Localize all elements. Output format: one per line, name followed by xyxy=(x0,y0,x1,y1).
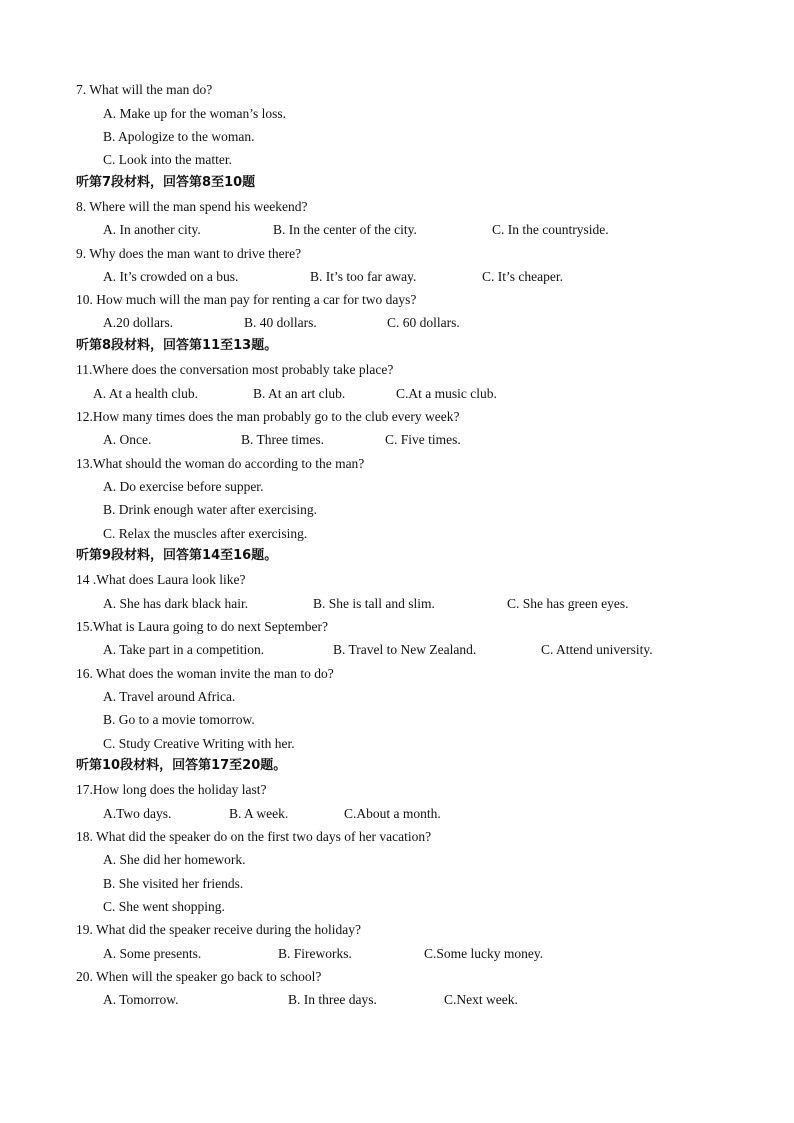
option-17a: A.Two days. xyxy=(103,806,172,821)
option-19c: C.Some lucky money. xyxy=(424,946,544,961)
option-20b: B. In three days. xyxy=(288,992,377,1007)
option-12a: A. Once. xyxy=(103,432,152,447)
option-8b: B. In the center of the city. xyxy=(273,222,417,237)
option-9a: A. It’s crowded on a bus. xyxy=(103,269,239,284)
option-15c: C. Attend university. xyxy=(541,642,653,657)
option-11a: A. At a health club. xyxy=(93,386,198,401)
option-11b: B. At an art club. xyxy=(253,386,346,401)
question-17: 17.How long does the holiday last? xyxy=(76,782,267,797)
option-15b: B. Travel to New Zealand. xyxy=(333,642,477,657)
option-17b: B. A week. xyxy=(229,806,289,821)
question-12: 12.How many times does the man probably go to the club every week? xyxy=(76,409,460,424)
section-heading-10: 听第10段材料，回答第17至20题。 xyxy=(76,758,287,773)
option-18a: A. She did her homework. xyxy=(103,852,246,867)
option-13c: C. Relax the muscles after exercising. xyxy=(103,526,308,541)
option-18b: B. She visited her friends. xyxy=(103,876,244,891)
option-11c: C.At a music club. xyxy=(396,386,497,401)
question-11: 11.Where does the conversation most probably take place? xyxy=(76,362,394,377)
question-16: 16. What does the woman invite the man to do? xyxy=(76,666,334,681)
question-19: 19. What did the speaker receive during the holiday? xyxy=(76,922,362,937)
question-7: 7. What will the man do? xyxy=(76,82,213,97)
question-8: 8. Where will the man spend his weekend? xyxy=(76,199,308,214)
option-15a: A. Take part in a competition. xyxy=(103,642,265,657)
question-20: 20. When will the speaker go back to school? xyxy=(76,969,322,984)
option-19b: B. Fireworks. xyxy=(278,946,352,961)
question-10: 10. How much will the man pay for renting a car for two days? xyxy=(76,292,417,307)
question-14: 14 .What does Laura look like? xyxy=(76,572,246,587)
option-14c: C. She has green eyes. xyxy=(507,596,629,611)
option-7c: C. Look into the matter. xyxy=(103,152,232,167)
option-13a: A. Do exercise before supper. xyxy=(103,479,264,494)
question-18: 18. What did the speaker do on the first two days of her vacation? xyxy=(76,829,432,844)
option-20c: C.Next week. xyxy=(444,992,518,1007)
option-20a: A. Tomorrow. xyxy=(103,992,179,1007)
option-12b: B. Three times. xyxy=(241,432,324,447)
option-18c: C. She went shopping. xyxy=(103,899,225,914)
option-7b: B. Apologize to the woman. xyxy=(103,129,255,144)
option-14b: B. She is tall and slim. xyxy=(313,596,435,611)
option-9b: B. It’s too far away. xyxy=(310,269,417,284)
option-8a: A. In another city. xyxy=(103,222,201,237)
option-13b: B. Drink enough water after exercising. xyxy=(103,502,318,517)
question-9: 9. Why does the man want to drive there? xyxy=(76,246,302,261)
option-16c: C. Study Creative Writing with her. xyxy=(103,736,295,751)
option-7a: A. Make up for the woman’s loss. xyxy=(103,106,286,121)
option-14a: A. She has dark black hair. xyxy=(103,596,249,611)
section-heading-8: 听第8段材料，回答第11至13题。 xyxy=(76,338,278,353)
option-9c: C. It’s cheaper. xyxy=(482,269,563,284)
option-12c: C. Five times. xyxy=(385,432,461,447)
option-17c: C.About a month. xyxy=(344,806,441,821)
option-19a: A. Some presents. xyxy=(103,946,202,961)
section-heading-7: 听第7段材料，回答第8至10题 xyxy=(76,175,256,190)
option-16b: B. Go to a movie tomorrow. xyxy=(103,712,255,727)
option-10b: B. 40 dollars. xyxy=(244,315,317,330)
question-15: 15.What is Laura going to do next September? xyxy=(76,619,328,634)
section-heading-9: 听第9段材料，回答第14至16题。 xyxy=(76,548,278,563)
option-16a: A. Travel around Africa. xyxy=(103,689,236,704)
question-13: 13.What should the woman do according to the man? xyxy=(76,456,365,471)
option-10a: A.20 dollars. xyxy=(103,315,174,330)
option-10c: C. 60 dollars. xyxy=(387,315,460,330)
option-8c: C. In the countryside. xyxy=(492,222,609,237)
